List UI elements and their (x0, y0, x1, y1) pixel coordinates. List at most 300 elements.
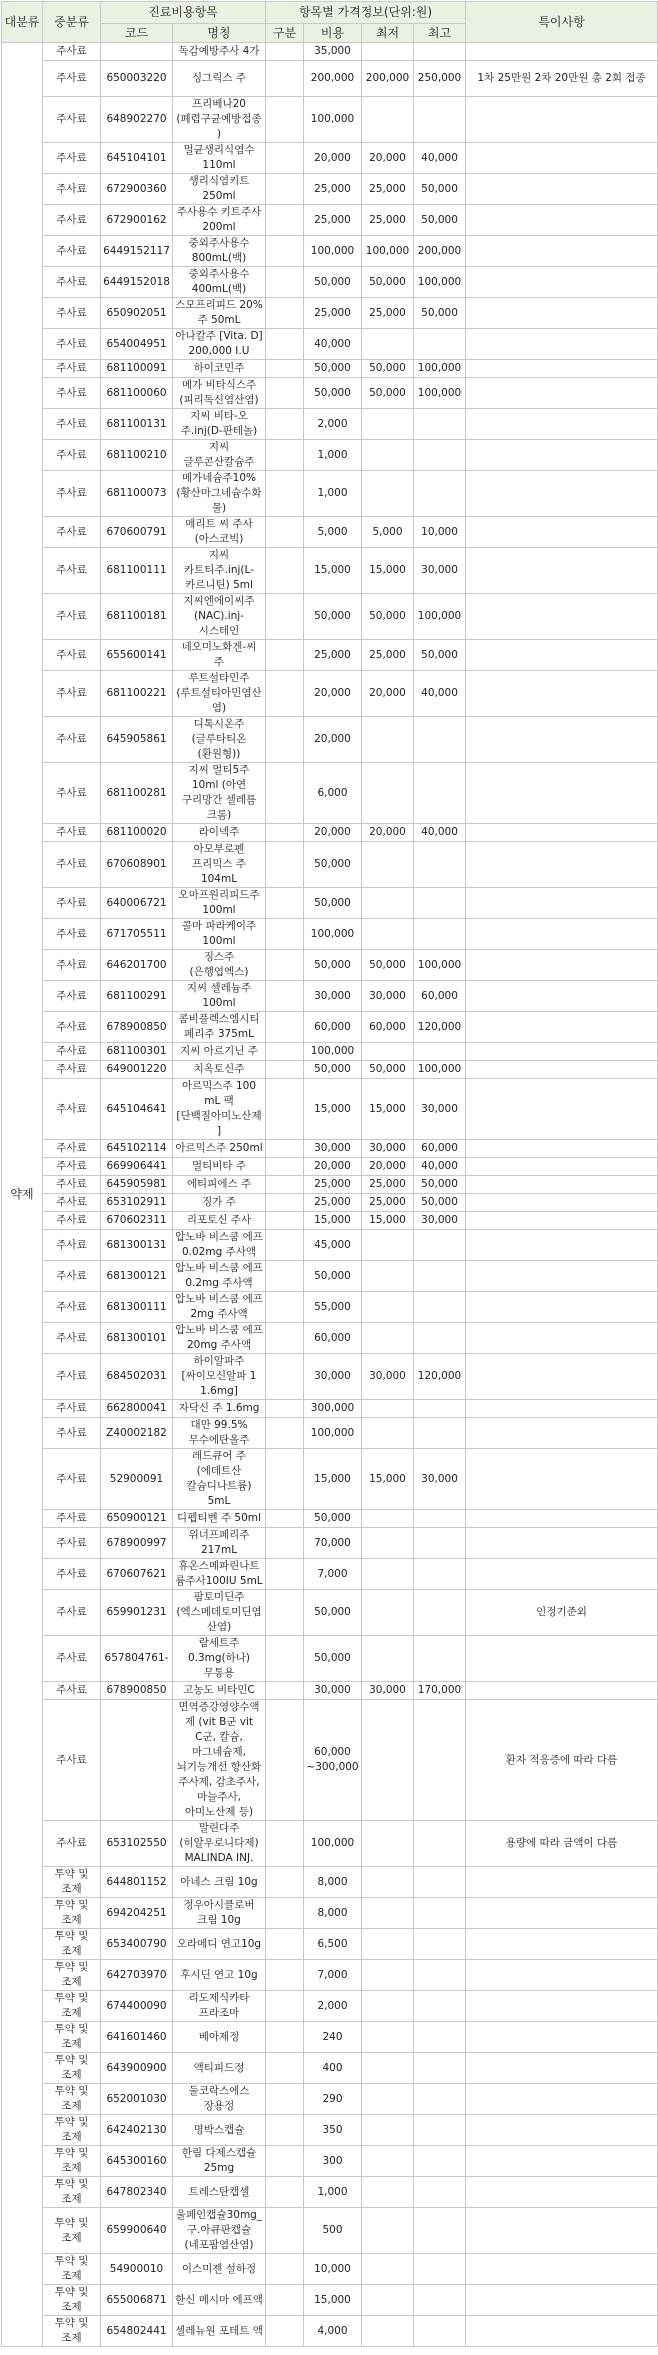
cost-cell: 350 (304, 2115, 362, 2146)
code-cell: 681100221 (101, 671, 173, 717)
cost-cell: 100,000 (304, 236, 362, 267)
type-cell (266, 1323, 304, 1354)
min-cell: 50,000 (362, 267, 414, 298)
min-cell: 25,000 (362, 1194, 414, 1212)
cost-cell: 30,000 (304, 981, 362, 1012)
cost-cell: 15,000 (304, 1212, 362, 1230)
mid-cell: 투약 및 조제 (43, 2316, 101, 2347)
name-cell: 디톡시온주 (글루타티온(환원형)) (173, 717, 266, 763)
mid-cell: 주사료 (43, 548, 101, 594)
name-cell: 하이코민주 (173, 360, 266, 378)
max-cell: 60,000 (414, 1140, 466, 1158)
min-cell: 50,000 (362, 1061, 414, 1079)
note-cell (466, 1559, 658, 1590)
table-row (2, 2146, 658, 2177)
table-row (2, 2177, 658, 2208)
table-row (2, 594, 658, 640)
name-cell: 메리트 씨 주사 (아스코빅) (173, 517, 266, 548)
name-cell: 한신 메시마 에프액 (173, 2285, 266, 2316)
min-cell (362, 1559, 414, 1590)
mid-cell: 주사료 (43, 298, 101, 329)
name-cell: 압노바 비스쿰 에프 2mg 주사액 (173, 1292, 266, 1323)
cost-cell: 20,000 (304, 143, 362, 174)
type-cell (266, 2177, 304, 2208)
table-row (2, 548, 658, 594)
name-cell: 리포토신 주사 (173, 1212, 266, 1230)
max-cell (414, 440, 466, 471)
mid-cell: 주사료 (43, 205, 101, 236)
min-cell (362, 1292, 414, 1323)
type-cell (266, 2053, 304, 2084)
max-cell: 10,000 (414, 517, 466, 548)
mid-cell: 주사료 (43, 1261, 101, 1292)
code-cell: 669906441 (101, 1158, 173, 1176)
min-cell (362, 1929, 414, 1960)
min-cell: 20,000 (362, 824, 414, 842)
cost-cell: 15,000 (304, 1449, 362, 1510)
cost-cell: 25,000 (304, 298, 362, 329)
code-cell: 654004951 (101, 329, 173, 360)
min-cell (362, 842, 414, 888)
code-cell: 652001030 (101, 2084, 173, 2115)
name-cell: 멀균생리식염수 110ml (173, 143, 266, 174)
min-cell: 100,000 (362, 236, 414, 267)
name-cell: 하이알파주 [싸이모신알파 1 1.6mg] (173, 1354, 266, 1400)
type-cell (266, 640, 304, 671)
type-cell (266, 717, 304, 763)
name-cell: 싱그릭스 주 (173, 61, 266, 97)
code-cell: 681100060 (101, 378, 173, 409)
note-cell (466, 143, 658, 174)
header-price-group: 항목별 가격정보(단위:원) (266, 2, 466, 24)
name-cell: 징스주(은행엽엑스) (173, 950, 266, 981)
code-cell: 642703970 (101, 1960, 173, 1991)
name-cell: 람세트주 0.3mg(하나)무통용 (173, 1636, 266, 1682)
max-cell (414, 1960, 466, 1991)
code-cell: 671705511 (101, 919, 173, 950)
type-cell (266, 919, 304, 950)
header-min: 최저 (362, 24, 414, 43)
mid-cell: 주사료 (43, 1194, 101, 1212)
code-cell: 654802441 (101, 2316, 173, 2347)
min-cell: 30,000 (362, 1682, 414, 1700)
mid-cell: 주사료 (43, 1230, 101, 1261)
code-cell: 645104101 (101, 143, 173, 174)
type-cell (266, 1636, 304, 1682)
cost-cell: 15,000 (304, 1079, 362, 1140)
table-row (2, 1867, 658, 1898)
note-cell (466, 640, 658, 671)
note-cell (466, 671, 658, 717)
note-cell (466, 2254, 658, 2285)
cost-cell: 25,000 (304, 1194, 362, 1212)
max-cell: 170,000 (414, 1682, 466, 1700)
type-cell (266, 1700, 304, 1821)
type-cell (266, 1176, 304, 1194)
cost-cell: 70,000 (304, 1528, 362, 1559)
note-cell (466, 919, 658, 950)
cost-cell: 60,000 (304, 1012, 362, 1043)
max-cell: 250,000 (414, 61, 466, 97)
code-cell: 678900850 (101, 1682, 173, 1700)
min-cell: 30,000 (362, 1354, 414, 1400)
max-cell (414, 2146, 466, 2177)
note-cell (466, 97, 658, 143)
cost-cell: 50,000 (304, 594, 362, 640)
type-cell (266, 97, 304, 143)
min-cell: 20,000 (362, 143, 414, 174)
type-cell (266, 1991, 304, 2022)
code-cell: 684502031 (101, 1354, 173, 1400)
mid-cell: 주사료 (43, 267, 101, 298)
table-row (2, 517, 658, 548)
code-cell: 678900997 (101, 1528, 173, 1559)
name-cell: 베아제정 (173, 2022, 266, 2053)
cost-cell: 60,000 (304, 1323, 362, 1354)
mid-cell: 투약 및 조제 (43, 2208, 101, 2254)
type-cell (266, 43, 304, 61)
table-row (2, 1158, 658, 1176)
code-cell (101, 1700, 173, 1821)
min-cell: 60,000 (362, 1012, 414, 1043)
type-cell (266, 2084, 304, 2115)
mid-cell: 주사료 (43, 378, 101, 409)
name-cell: 지씨 아르기닌 주 (173, 1043, 266, 1061)
note-cell (466, 2285, 658, 2316)
name-cell: 대만 99.5% 무수에탄올주 (173, 1418, 266, 1449)
cost-cell: 300,000 (304, 1400, 362, 1418)
cost-cell: 2,000 (304, 1991, 362, 2022)
name-cell: 메가 비타식스주 (피리독신염산염) (173, 378, 266, 409)
name-cell: 압노바 비스쿰 에프 0.02mg 주사액 (173, 1230, 266, 1261)
cost-cell: 25,000 (304, 640, 362, 671)
min-cell (362, 1898, 414, 1929)
code-cell: 681300101 (101, 1323, 173, 1354)
code-cell: 655600141 (101, 640, 173, 671)
max-cell: 30,000 (414, 1449, 466, 1510)
table-row (2, 61, 658, 97)
table-row (2, 1354, 658, 1400)
min-cell (362, 888, 414, 919)
name-cell: 셀레뉴원 포테트 액 (173, 2316, 266, 2347)
note-cell (466, 763, 658, 824)
max-cell: 100,000 (414, 950, 466, 981)
mid-cell: 주사료 (43, 919, 101, 950)
mid-cell: 주사료 (43, 43, 101, 61)
mid-cell: 주사료 (43, 1449, 101, 1510)
name-cell: 아르믹스주 100 mL 팩 [단백질아미노산제] (173, 1079, 266, 1140)
min-cell: 15,000 (362, 548, 414, 594)
type-cell (266, 2208, 304, 2254)
note-cell (466, 205, 658, 236)
table-row (2, 2254, 658, 2285)
type-cell (266, 1140, 304, 1158)
cost-cell: 50,000 (304, 888, 362, 919)
min-cell: 25,000 (362, 174, 414, 205)
cost-cell: 15,000 (304, 548, 362, 594)
type-cell (266, 1867, 304, 1898)
type-cell (266, 174, 304, 205)
table-row (2, 1449, 658, 1510)
cost-cell: 15,000 (304, 2285, 362, 2316)
table-row (2, 1960, 658, 1991)
max-cell (414, 1898, 466, 1929)
note-cell (466, 329, 658, 360)
table-row (2, 1261, 658, 1292)
min-cell: 50,000 (362, 950, 414, 981)
max-cell (414, 1821, 466, 1867)
note-cell (466, 2084, 658, 2115)
mid-cell: 주사료 (43, 61, 101, 97)
note-cell (466, 1176, 658, 1194)
max-cell: 120,000 (414, 1354, 466, 1400)
type-cell (266, 763, 304, 824)
type-cell (266, 1590, 304, 1636)
table-row (2, 1079, 658, 1140)
mid-cell: 주사료 (43, 671, 101, 717)
min-cell (362, 409, 414, 440)
table-row (2, 981, 658, 1012)
note-cell (466, 378, 658, 409)
type-cell (266, 824, 304, 842)
mid-cell: 투약 및 조제 (43, 1929, 101, 1960)
max-cell: 50,000 (414, 1194, 466, 1212)
code-cell: 645905861 (101, 717, 173, 763)
note-cell (466, 360, 658, 378)
table-row (2, 329, 658, 360)
mid-cell: 주사료 (43, 824, 101, 842)
type-cell (266, 1400, 304, 1418)
type-cell (266, 842, 304, 888)
table-row (2, 1176, 658, 1194)
note-cell (466, 1012, 658, 1043)
header-mid: 중분류 (43, 2, 101, 43)
table-row (2, 1636, 658, 1682)
name-cell: 에티피에스 주 (173, 1176, 266, 1194)
table-row (2, 1292, 658, 1323)
code-cell: 681100281 (101, 763, 173, 824)
type-cell (266, 2146, 304, 2177)
code-cell: 6449152018 (101, 267, 173, 298)
mid-cell: 투약 및 조제 (43, 2285, 101, 2316)
cost-cell: 50,000 (304, 1510, 362, 1528)
table-row (2, 236, 658, 267)
type-cell (266, 1929, 304, 1960)
name-cell: 이스미젠 설하정 (173, 2254, 266, 2285)
mid-cell: 주사료 (43, 1636, 101, 1682)
type-cell (266, 1418, 304, 1449)
code-cell: 648902270 (101, 97, 173, 143)
mid-cell: 주사료 (43, 1292, 101, 1323)
mid-cell: 주사료 (43, 842, 101, 888)
min-cell (362, 471, 414, 517)
type-cell (266, 2115, 304, 2146)
code-cell: 670607621 (101, 1559, 173, 1590)
table-row (2, 1061, 658, 1079)
header-name: 명칭 (173, 24, 266, 43)
min-cell: 25,000 (362, 298, 414, 329)
type-cell (266, 548, 304, 594)
name-cell: 지씨 글루콘산칼슘주 (173, 440, 266, 471)
max-cell (414, 409, 466, 440)
min-cell (362, 2177, 414, 2208)
code-cell: 646201700 (101, 950, 173, 981)
cost-cell: 100,000 (304, 1043, 362, 1061)
note-cell (466, 842, 658, 888)
max-cell: 40,000 (414, 143, 466, 174)
max-cell: 100,000 (414, 1061, 466, 1079)
code-cell: 662800041 (101, 1400, 173, 1418)
max-cell: 60,000 (414, 981, 466, 1012)
table-row (2, 205, 658, 236)
min-cell (362, 2316, 414, 2347)
table-row (2, 1991, 658, 2022)
mid-cell: 투약 및 조제 (43, 2084, 101, 2115)
max-cell (414, 1418, 466, 1449)
cost-cell: 10,000 (304, 2254, 362, 2285)
min-cell (362, 1043, 414, 1061)
name-cell: 치옥토신주 (173, 1061, 266, 1079)
max-cell: 40,000 (414, 824, 466, 842)
min-cell (362, 1261, 414, 1292)
type-cell (266, 1043, 304, 1061)
name-cell: 네오미노화겐-씨 주 (173, 640, 266, 671)
code-cell: 644801152 (101, 1867, 173, 1898)
code-cell: 640006721 (101, 888, 173, 919)
name-cell: 스모프리피드 20% 주 50mL (173, 298, 266, 329)
min-cell (362, 1528, 414, 1559)
table-row (2, 378, 658, 409)
name-cell: 한림 다제스캡슐 25mg (173, 2146, 266, 2177)
name-cell: 면역증강영양수액제 (vit B군 vit C군, 칼슘, 마그네슘제, 뇌기능개선 항산화 주사제, 감초주사, 마늘주사, 아미노산제 등) (173, 1700, 266, 1821)
table-row (2, 1898, 658, 1929)
mid-cell: 주사료 (43, 1418, 101, 1449)
code-cell: 681100020 (101, 824, 173, 842)
note-cell (466, 1354, 658, 1400)
header-code: 코드 (101, 24, 173, 43)
name-cell: 팜토미딘주 (엑스메데토미딘염산염) (173, 1590, 266, 1636)
note-cell (466, 409, 658, 440)
note-cell (466, 888, 658, 919)
min-cell (362, 2022, 414, 2053)
min-cell (362, 1821, 414, 1867)
name-cell: 지씨 카트티주.inj(L-카르니틴) 5ml (173, 548, 266, 594)
max-cell (414, 2177, 466, 2208)
name-cell: 오마프원리피드주 100ml (173, 888, 266, 919)
min-cell: 5,000 (362, 517, 414, 548)
cost-cell: 100,000 (304, 1418, 362, 1449)
note-cell (466, 517, 658, 548)
type-cell (266, 1960, 304, 1991)
cost-cell: 300 (304, 2146, 362, 2177)
mid-cell: 투약 및 조제 (43, 1898, 101, 1929)
table-row (2, 143, 658, 174)
code-cell: 681100181 (101, 594, 173, 640)
table-row (2, 1528, 658, 1559)
min-cell: 15,000 (362, 1449, 414, 1510)
mid-cell: 주사료 (43, 981, 101, 1012)
min-cell: 30,000 (362, 981, 414, 1012)
table-row (2, 1682, 658, 1700)
name-cell: 고농도 비타민C (173, 1682, 266, 1700)
max-cell (414, 2208, 466, 2254)
min-cell (362, 440, 414, 471)
min-cell (362, 763, 414, 824)
type-cell (266, 517, 304, 548)
min-cell: 25,000 (362, 640, 414, 671)
cost-cell: 20,000 (304, 717, 362, 763)
max-cell (414, 2254, 466, 2285)
table-row (2, 267, 658, 298)
mid-cell: 투약 및 조제 (43, 2146, 101, 2177)
mid-cell: 주사료 (43, 1510, 101, 1528)
mid-cell: 주사료 (43, 409, 101, 440)
note-cell (466, 236, 658, 267)
code-cell: 645102114 (101, 1140, 173, 1158)
cost-cell: 30,000 (304, 1354, 362, 1400)
cost-cell: 290 (304, 2084, 362, 2115)
mid-cell: 주사료 (43, 1559, 101, 1590)
name-cell: 메가네슘주10% (황산마그네슘수화물) (173, 471, 266, 517)
mid-cell: 주사료 (43, 143, 101, 174)
note-cell (466, 267, 658, 298)
table-row (2, 888, 658, 919)
code-cell: 653102550 (101, 1821, 173, 1867)
note-cell: 환자 적응증에 따라 다름 (466, 1700, 658, 1821)
table-row (2, 2316, 658, 2347)
max-cell (414, 1043, 466, 1061)
name-cell: 휴온스메파린나트륨주사100IU 5mL (173, 1559, 266, 1590)
code-cell: 649001220 (101, 1061, 173, 1079)
mid-cell: 주사료 (43, 1061, 101, 1079)
min-cell (362, 2053, 414, 2084)
cost-cell: 55,000 (304, 1292, 362, 1323)
note-cell (466, 1991, 658, 2022)
type-cell (266, 1230, 304, 1261)
cost-cell: 200,000 (304, 61, 362, 97)
table-row (2, 2084, 658, 2115)
table-row (2, 919, 658, 950)
type-cell (266, 1079, 304, 1140)
mid-cell: 투약 및 조제 (43, 1991, 101, 2022)
code-cell: 670608901 (101, 842, 173, 888)
min-cell (362, 1418, 414, 1449)
cost-cell: 60,000 ~300,000 (304, 1700, 362, 1821)
type-cell (266, 360, 304, 378)
cost-cell: 30,000 (304, 1682, 362, 1700)
code-cell: 647802340 (101, 2177, 173, 2208)
mid-cell: 주사료 (43, 763, 101, 824)
max-cell (414, 1636, 466, 1682)
max-cell (414, 2115, 466, 2146)
code-cell: 672900162 (101, 205, 173, 236)
header-max: 최고 (414, 24, 466, 43)
note-cell (466, 1929, 658, 1960)
name-cell: 자닥신 주 1.6mg (173, 1400, 266, 1418)
mid-cell: 투약 및 조제 (43, 2115, 101, 2146)
type-cell (266, 298, 304, 329)
code-cell: Z40002182 (101, 1418, 173, 1449)
max-cell: 30,000 (414, 548, 466, 594)
code-cell: 681300111 (101, 1292, 173, 1323)
max-cell (414, 471, 466, 517)
note-cell (466, 2316, 658, 2347)
table-body (2, 43, 658, 2347)
cost-cell: 50,000 (304, 360, 362, 378)
name-cell: 아모부로펜 프리믹스 주 104mL (173, 842, 266, 888)
max-cell: 100,000 (414, 378, 466, 409)
header-cost: 비용 (304, 24, 362, 43)
